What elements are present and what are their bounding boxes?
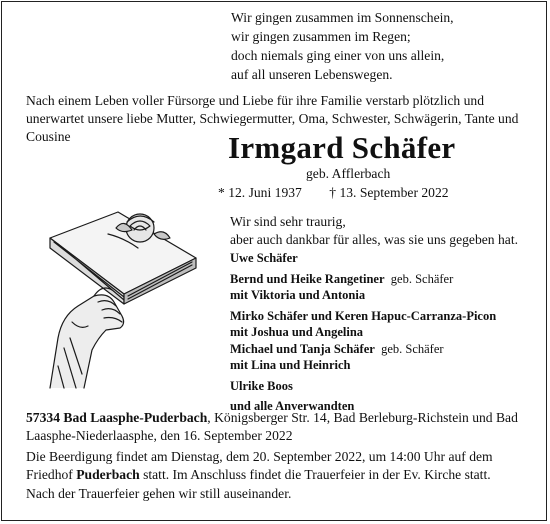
closing-line: Nach der Trauerfeier gehen wir still auseinander. [26,486,292,501]
poem-line: wir gingen zusammen im Regen; [231,29,411,44]
place-date [26,409,531,445]
poem [231,8,454,84]
poem-line: auf all unseren Lebenswegen. [231,67,393,82]
sad-statement [230,213,518,249]
life-dates [218,185,449,201]
mourner-name: Ulrike Boos [230,378,293,393]
mourner-note: geb. Schäfer [381,341,444,356]
mourner-name: mit Joshua und Angelina [230,325,364,339]
mourner-name: und alle Anverwandten [230,399,355,413]
mourner-name: mit Lina und Heinrich [230,358,351,372]
burial-text: Die Beerdigung findet am Dienstag, dem 20. September 2022, um 14:00 Uhr auf dem Friedhof [26,449,493,482]
death-date: † 13. September 2022 [329,185,449,200]
intro-text: Nach einem Leben voller Fürsorge und Liebe für ihre Familie verstarb plötzlich und unerwartet unsere liebe Mutter, Schwiegermutter, Oma, Schwester, Schwägerin, Tante und Cousine [26,93,519,144]
mourner-note: geb. Schäfer [390,271,454,286]
place-address: , Königsberger Str. 14, Bad Berleburg-Richstein und Bad Laasphe-Niederlaasphe, den 16. September 2022 [26,410,518,443]
burial-location: Puderbach [76,467,140,482]
place-name: 57334 Bad Laasphe-Puderbach [26,410,208,425]
mourner-name: Bernd und Heike Rangetiner [230,271,385,286]
poem-line: doch niemals ging einer von uns allein, [231,48,445,63]
burial-text-end: statt. Im Anschluss findet die Trauerfeier in der Ev. Kirche statt. [139,467,491,482]
maiden-name: geb. Afflerbach [306,166,391,181]
mourners-list [230,250,496,415]
birth-date: * 12. Juni 1937 [218,185,302,200]
mourner-name: Mirko Schäfer und Keren Hapuc-Carranza-Picon [230,308,497,323]
mourner-name: mit Viktoria und Antonia [230,288,366,302]
mourner-name: Michael und Tanja Schäfer [230,341,375,356]
poem-line: Wir gingen zusammen im Sonnenschein, [231,10,454,25]
sad-line-2: aber auch dankbar für alles, was sie uns gegeben hat. [230,232,518,247]
burial-info [26,448,531,484]
sad-line-1: Wir sind sehr traurig, [230,214,346,229]
deceased-name: Irmgard Schäfer [228,130,456,165]
book-rose-hand-illustration [28,198,228,398]
mourner-name: Uwe Schäfer [230,251,298,265]
